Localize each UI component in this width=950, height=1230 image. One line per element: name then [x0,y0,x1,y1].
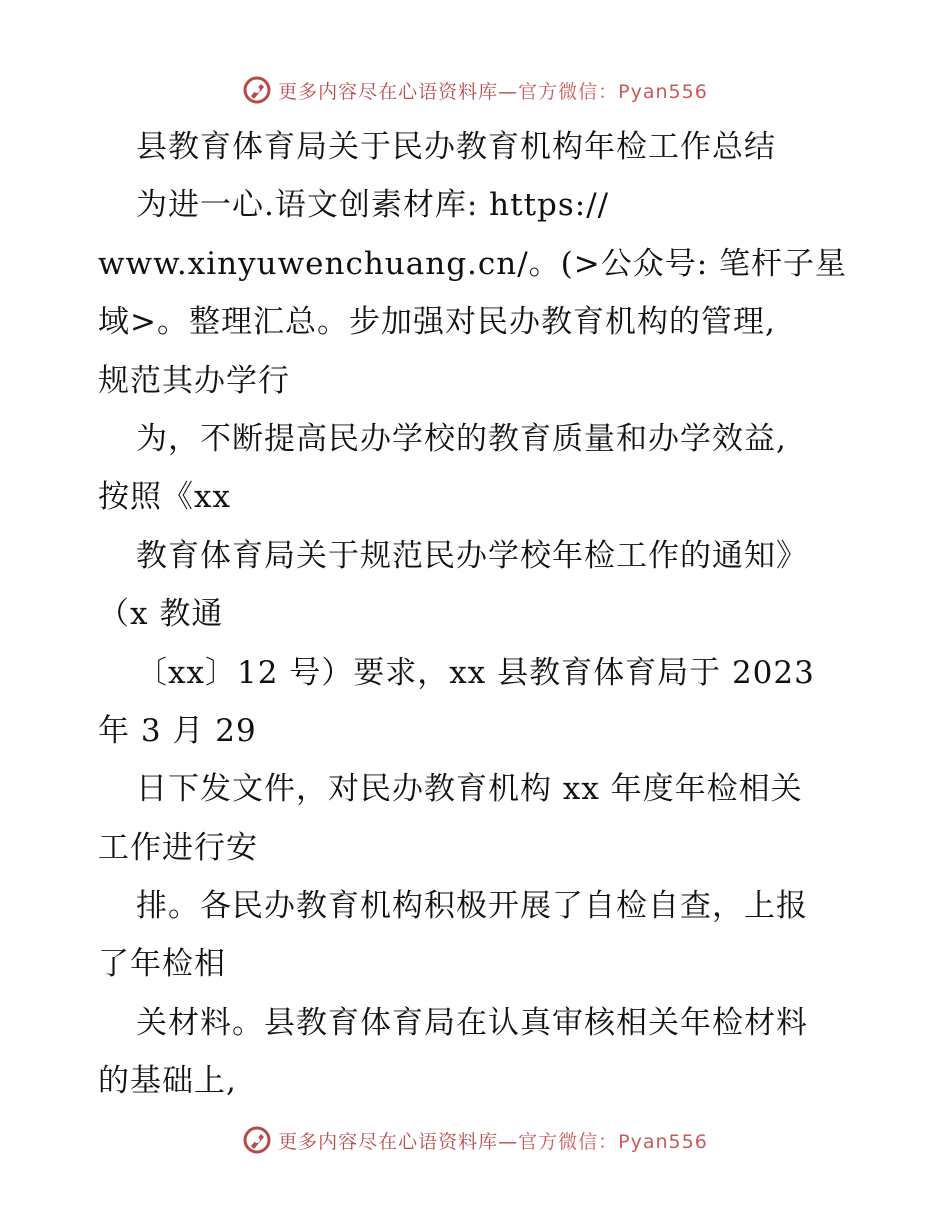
header-account: 官方微信：Pyan556 [518,80,708,103]
header-separator: — [498,80,519,103]
paragraph-line: 规范其办学行 [98,362,290,399]
paragraph-line: 按照《xx [98,479,231,516]
footer-banner [0,1120,950,1160]
footer-banner-text [278,1127,708,1154]
paragraph-line: （x 教通 [98,596,224,633]
paragraph-line: 工作进行安 [98,829,258,866]
paragraph-line: 域>。整理汇总。步加强对民办教育机构的管理, [98,304,776,341]
paragraph-line: 日下发文件，对民办教育机构 xx 年度年检相关 [136,771,803,808]
header-banner-text [278,77,708,104]
header-banner [0,70,950,110]
pen-circle-logo-icon [242,1125,272,1155]
paragraph-line: 了年检相 [98,946,226,983]
paragraph-line: 为进一心.语文创素材库: https:// [136,187,610,224]
paragraph-line: www.xinyuwenchuang.cn/。(>公众号: 笔杆子星 [98,245,848,282]
pen-circle-logo-icon [242,75,272,105]
footer-slogan: 更多内容尽在心语资料库 [278,1130,499,1153]
paragraph-line: 〔xx〕12 号）要求，xx 县教育体育局于 2023 [136,654,815,691]
header-slogan: 更多内容尽在心语资料库 [278,80,499,103]
paragraph-line: 教育体育局关于规范民办学校年检工作的通知》 [136,537,808,574]
footer-separator: — [498,1130,519,1153]
paragraph-line: 为，不断提高民办学校的教育质量和办学效益, [136,420,787,457]
document-title: 县教育体育局关于民办教育机构年检工作总结 [136,129,776,165]
paragraph-line: 年 3 月 29 [98,712,257,749]
paragraph-line: 排。各民办教育机构积极开展了自检自查，上报 [136,888,808,925]
document-body [98,118,858,1111]
paragraph-line: 关材料。县教育体育局在认真审核相关年检材料 [136,1004,808,1041]
footer-account: 官方微信：Pyan556 [518,1130,708,1153]
paragraph-line: 的基础上, [98,1063,237,1100]
